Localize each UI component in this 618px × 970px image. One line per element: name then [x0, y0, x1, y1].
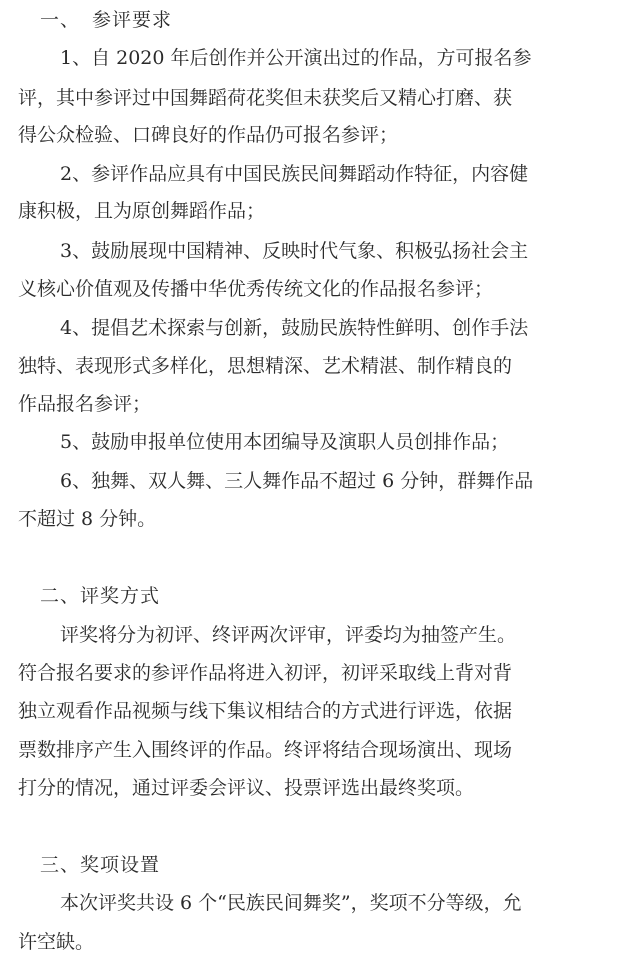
s1-line-13: 不超过 8 分钟。 [18, 508, 157, 530]
s1-line-3: 得公众检验、口碑良好的作品仍可报名参评； [18, 124, 399, 146]
s1-line-6: 3、鼓励展现中国精神、反映时代气象、积极弘扬社会主 [60, 240, 529, 262]
s3-line-2: 许空缺。 [18, 931, 95, 953]
s1-line-4: 2、参评作品应具有中国民族民间舞蹈动作特征，内容健 [60, 163, 529, 185]
s1-line-7: 义核心价值观及传播中华优秀传统文化的作品报名参评； [18, 278, 494, 300]
s1-line-12: 6、独舞、双人舞、三人舞作品不超过 6 分钟，群舞作品 [60, 470, 534, 492]
section-heading-2: 二、评奖方式 [40, 585, 161, 607]
s1-line-1: 1、自 2020 年后创作并公开演出过的作品，方可报名参 [60, 47, 532, 69]
s2-line-4: 票数排序产生入围终评的作品。终评将结合现场演出、现场 [18, 739, 513, 761]
section-heading-3: 三、奖项设置 [40, 854, 161, 876]
s1-line-9: 独特、表现形式多样化，思想精深、艺术精湛、制作精良的 [18, 355, 513, 377]
s1-line-10: 作品报名参评； [18, 393, 152, 415]
section-title-1: 参评要求 [92, 9, 173, 31]
s2-line-1: 评奖将分为初评、终评两次评审，评委均为抽签产生。 [60, 624, 517, 646]
s2-line-2: 符合报名要求的参评作品将进入初评，初评采取线上背对背 [18, 662, 513, 684]
s1-line-2: 评，其中参评过中国舞蹈荷花奖但未获奖后又精心打磨、获 [18, 87, 513, 109]
s1-line-5: 康积极，且为原创舞蹈作品； [18, 200, 266, 222]
s1-line-11: 5、鼓励申报单位使用本团编导及演职人员创排作品； [60, 431, 510, 453]
s2-line-5: 打分的情况，通过评委会评议、投票评选出最终奖项。 [18, 777, 475, 799]
s2-line-3: 独立观看作品视频与线下集议相结合的方式进行评选，依据 [18, 700, 513, 722]
s1-line-8: 4、提倡艺术探索与创新，鼓励民族特性鲜明、创作手法 [60, 317, 529, 339]
section-heading-1 [40, 2, 172, 38]
section-number-1: 一、 [40, 9, 81, 31]
s3-line-1: 本次评奖共设 6 个“民族民间舞奖”，奖项不分等级，允 [60, 892, 522, 914]
